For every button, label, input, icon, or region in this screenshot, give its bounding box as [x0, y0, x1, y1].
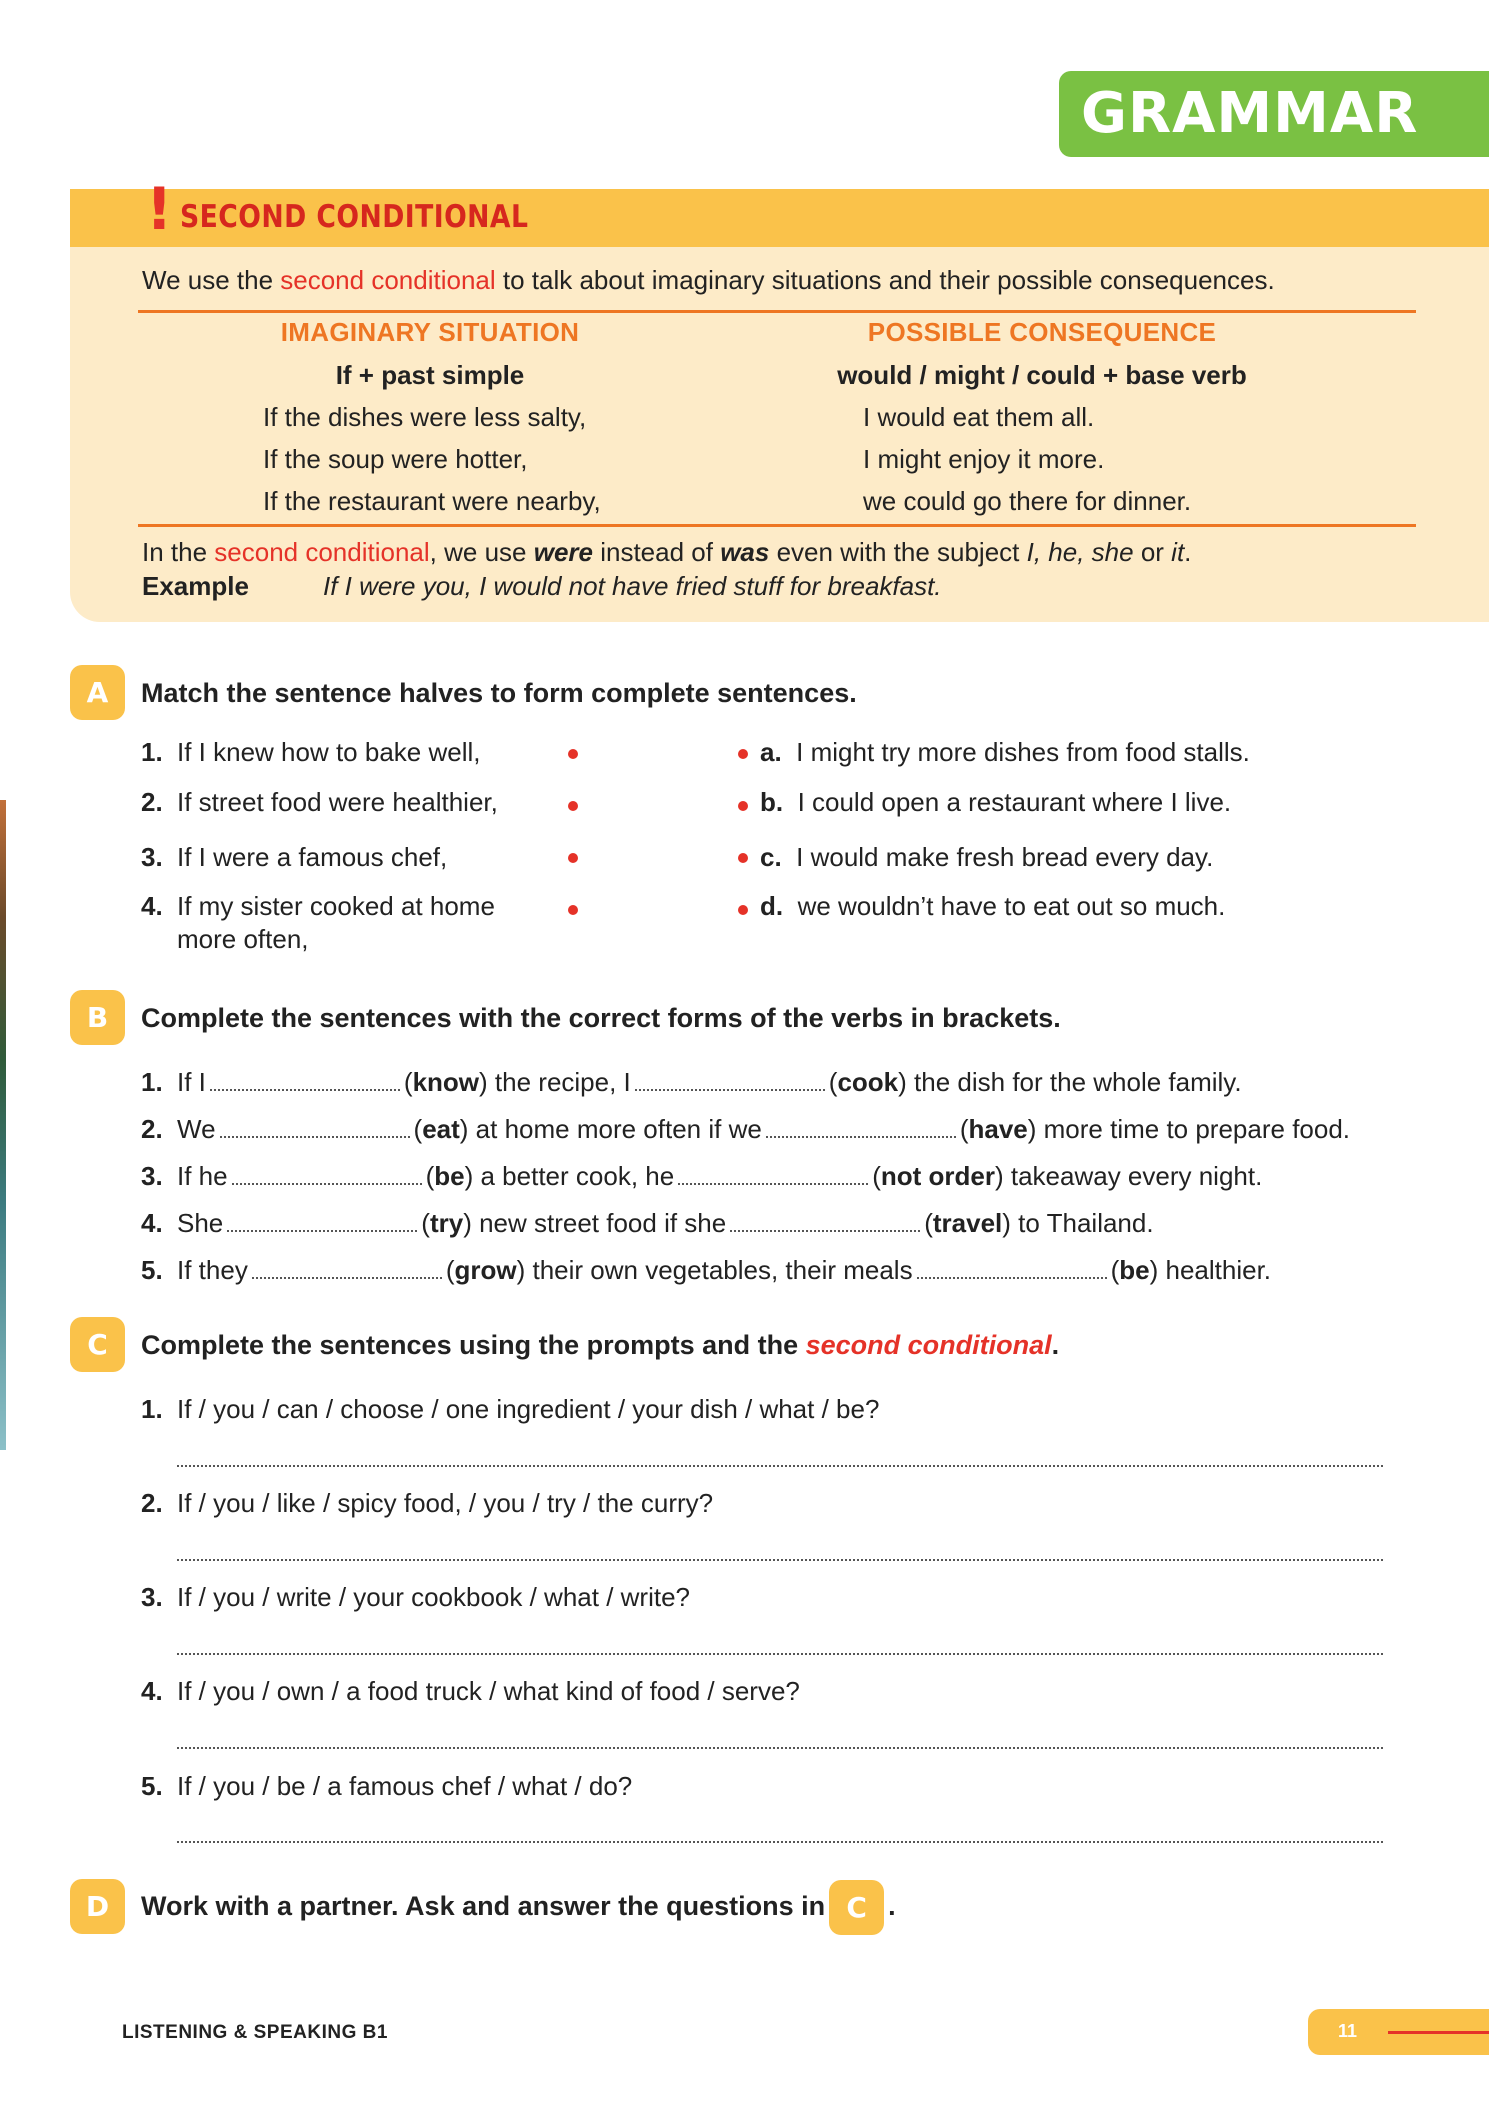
note-was: was	[720, 537, 770, 567]
fill-text: If he	[177, 1161, 228, 1191]
fill-item: She (try) new street food if she (travel) to Thailand.	[177, 1208, 1154, 1238]
fill-text: If I	[177, 1067, 206, 1097]
fill-text: She	[177, 1208, 224, 1238]
fill-item: If they (grow) their own vegetables, their meals (be) healthier.	[177, 1255, 1272, 1285]
match-dot-left[interactable]	[568, 801, 578, 811]
match-dot-right[interactable]	[738, 905, 748, 915]
footer-book-title: LISTENING & SPEAKING B1	[122, 2022, 388, 2043]
grammar-note	[142, 537, 1191, 568]
note-subjects: I, he, she	[1026, 537, 1134, 567]
example-sentence: If I were you, I would not have fried stuff for breakfast.	[323, 571, 942, 601]
instruction-text: Complete the sentences using the prompts and the	[141, 1330, 806, 1360]
note-part: even with the subject	[769, 537, 1027, 567]
intro-text-post: to talk about imaginary situations and their possible consequences.	[495, 265, 1275, 295]
verb-prompt: eat	[422, 1114, 460, 1144]
note-part: instead of	[593, 537, 721, 567]
grammar-tab-label: GRAMMAR	[1081, 81, 1419, 146]
prompt-num: 5.	[141, 1771, 163, 1801]
prompt-num: 4.	[141, 1676, 163, 1706]
answer-line[interactable]	[177, 1841, 1383, 1843]
page-number: 11	[1338, 2021, 1358, 2041]
fill-text: takeaway every night.	[1010, 1161, 1263, 1191]
fill-text: the recipe, I	[494, 1067, 631, 1097]
example-label: Example	[142, 571, 249, 601]
prompt-text: If / you / like / spicy food, / you / try / the curry?	[177, 1488, 714, 1518]
intro-text-pre: We use the	[142, 265, 281, 295]
instruction-term: second conditional	[805, 1330, 1052, 1360]
match-right-letter: c.	[760, 842, 782, 872]
verb-prompt: be	[434, 1161, 465, 1191]
example-right-1: I would eat them all.	[863, 402, 1095, 432]
match-dot-left[interactable]	[568, 905, 578, 915]
grammar-box-title: SECOND CONDITIONAL	[180, 199, 529, 235]
prompt-num: 3.	[141, 1582, 163, 1612]
match-left-text: If I knew how to bake well,	[177, 737, 481, 767]
prompt-text: If / you / can / choose / one ingredient / your dish / what / be?	[177, 1394, 880, 1424]
match-right-item	[760, 891, 1225, 922]
example-left-2: If the soup were hotter,	[263, 444, 528, 474]
note-part: , we use	[429, 537, 534, 567]
prompt-text: If / you / own / a food truck / what kind of food / serve?	[177, 1676, 800, 1706]
fill-item: If I (know) the recipe, I (cook) the dish for the whole family.	[177, 1067, 1242, 1097]
match-right-item	[760, 842, 1213, 873]
match-left-num: 3.	[141, 842, 163, 872]
answer-line[interactable]	[177, 1747, 1383, 1749]
fill-text: healthier.	[1165, 1255, 1272, 1285]
section-b-instruction: Complete the sentences with the correct forms of the verbs in brackets.	[141, 1003, 1061, 1033]
fill-text: If they	[177, 1255, 248, 1285]
example-left-3: If the restaurant were nearby,	[263, 486, 601, 516]
fill-item-num: 5.	[141, 1255, 163, 1285]
fill-item: We (eat) at home more often if we (have) more time to prepare food.	[177, 1114, 1351, 1144]
verb-prompt: have	[968, 1114, 1028, 1144]
grammar-box	[70, 175, 1489, 622]
note-it: it	[1171, 537, 1185, 567]
instruction-text: .	[1051, 1330, 1060, 1360]
answer-blank[interactable]	[766, 1118, 956, 1138]
match-left-text: If I were a famous chef,	[177, 842, 448, 872]
answer-blank[interactable]	[227, 1212, 417, 1232]
answer-blank[interactable]	[678, 1165, 868, 1185]
section-c-badge: C	[70, 1317, 125, 1372]
match-dot-right[interactable]	[738, 749, 748, 759]
prompt-num: 1.	[141, 1394, 163, 1424]
verb-prompt: not order	[880, 1161, 995, 1191]
answer-blank[interactable]	[635, 1071, 825, 1091]
verb-prompt: cook	[837, 1067, 899, 1097]
fill-text: their own vegetables, their meals	[532, 1255, 913, 1285]
answer-blank[interactable]	[232, 1165, 422, 1185]
answer-blank[interactable]	[220, 1118, 410, 1138]
instruction-end: .	[888, 1891, 896, 1921]
match-right-text: I might try more dishes from food stalls.	[796, 737, 1250, 767]
answer-line[interactable]	[177, 1653, 1383, 1655]
match-left-text: If street food were healthier,	[177, 787, 498, 817]
match-left-text-cont: more often,	[177, 924, 309, 954]
match-right-item	[760, 787, 1231, 818]
fill-text: the dish for the whole family.	[914, 1067, 1242, 1097]
grammar-intro	[142, 265, 1275, 296]
match-left-num: 4.	[141, 891, 163, 921]
fill-text: more time to prepare food.	[1043, 1114, 1351, 1144]
match-dot-right[interactable]	[738, 801, 748, 811]
fill-text: We	[177, 1114, 216, 1144]
section-c-instruction	[141, 1330, 1059, 1361]
match-right-letter: b.	[760, 787, 784, 817]
fill-text: new street food if she	[479, 1208, 727, 1238]
note-were: were	[533, 537, 593, 567]
match-left-num: 2.	[141, 787, 163, 817]
fill-item-num: 3.	[141, 1161, 163, 1191]
section-a-instruction: Match the sentence halves to form complete sentences.	[141, 678, 857, 708]
col2-heading: POSSIBLE CONSEQUENCE	[867, 317, 1217, 347]
note-part: .	[1184, 537, 1192, 567]
table-bottom-rule	[138, 524, 1416, 527]
verb-prompt: be	[1119, 1255, 1150, 1285]
match-right-item	[760, 737, 1250, 768]
prompt-text: If / you / be / a famous chef / what / do?	[177, 1771, 633, 1801]
match-right-letter: d.	[760, 891, 784, 921]
verb-prompt: travel	[932, 1208, 1003, 1238]
instruction-text: Work with a partner. Ask and answer the questions in	[141, 1891, 826, 1921]
match-right-text: I could open a restaurant where I live.	[797, 787, 1232, 817]
page-number-badge	[1308, 2009, 1489, 2055]
match-left-text: If my sister cooked at home	[177, 891, 495, 921]
match-right-text: I would make fresh bread every day.	[796, 842, 1214, 872]
fill-text: a better cook, he	[480, 1161, 675, 1191]
answer-line[interactable]	[177, 1465, 1383, 1467]
note-part: In the	[142, 537, 215, 567]
verb-prompt: grow	[454, 1255, 517, 1285]
exclamation-icon: !	[146, 175, 173, 243]
example-right-2: I might enjoy it more.	[863, 444, 1105, 474]
section-d-instruction	[141, 1879, 896, 1934]
answer-line[interactable]	[177, 1559, 1383, 1561]
section-d-badge: D	[70, 1879, 125, 1934]
edge-photo-strip	[0, 800, 6, 1450]
verb-prompt: know	[412, 1067, 480, 1097]
col1-subheading: If + past simple	[335, 360, 525, 390]
match-dot-left[interactable]	[568, 853, 578, 863]
fill-item-num: 4.	[141, 1208, 163, 1238]
match-left-num: 1.	[141, 737, 163, 767]
match-right-letter: a.	[760, 737, 782, 767]
fill-text: at home more often if we	[475, 1114, 762, 1144]
fill-item: If he (be) a better cook, he (not order) takeaway every night.	[177, 1161, 1263, 1191]
match-dot-right[interactable]	[738, 853, 748, 863]
section-c-reference-badge: C	[829, 1880, 884, 1935]
answer-blank[interactable]	[917, 1259, 1107, 1279]
match-dot-left[interactable]	[568, 749, 578, 759]
grammar-tab	[1059, 71, 1489, 157]
col1-heading: IMAGINARY SITUATION	[280, 317, 580, 347]
example-left-1: If the dishes were less salty,	[263, 402, 587, 432]
col2-subheading: would / might / could + base verb	[837, 360, 1247, 390]
answer-blank[interactable]	[730, 1212, 920, 1232]
example-right-3: we could go there for dinner.	[863, 486, 1192, 516]
fill-item-num: 2.	[141, 1114, 163, 1144]
match-right-text: we wouldn’t have to eat out so much.	[797, 891, 1226, 921]
section-a-badge: A	[70, 665, 125, 720]
intro-term: second conditional	[280, 265, 496, 295]
table-top-rule	[138, 310, 1416, 313]
verb-prompt: try	[429, 1208, 464, 1238]
note-part: or	[1133, 537, 1172, 567]
answer-blank[interactable]	[210, 1071, 400, 1091]
answer-blank[interactable]	[252, 1259, 442, 1279]
note-term: second conditional	[214, 537, 430, 567]
fill-text: to Thailand.	[1018, 1208, 1154, 1238]
prompt-num: 2.	[141, 1488, 163, 1518]
page-accent-line	[1388, 2031, 1489, 2034]
fill-item-num: 1.	[141, 1067, 163, 1097]
prompt-text: If / you / write / your cookbook / what / write?	[177, 1582, 690, 1612]
grammar-box-header	[70, 175, 1489, 247]
section-b-badge: B	[70, 990, 125, 1045]
